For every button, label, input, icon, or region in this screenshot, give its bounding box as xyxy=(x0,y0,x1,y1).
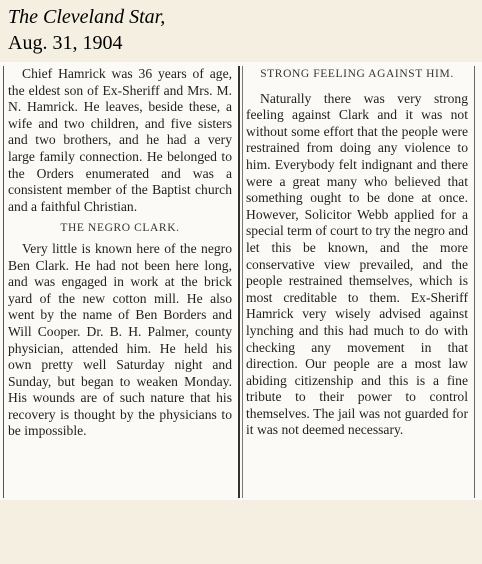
right-column xyxy=(246,66,468,439)
column-rule-left xyxy=(3,66,4,498)
publication-date: Aug. 31, 1904 xyxy=(8,32,123,54)
article-paragraph: Very little is known here of the negro Ben Clark. He had not been here long, and was engaged in work at the brick yard of the new cotton mill. He also went by the name of Ben Borders and Will Cooper. Dr. B. H. Palmer, county physician, attended him. He held his own pretty well Saturday night and Sunday, but began to weaken Monday. His wounds are of such nature that his recovery is thought by the physicians to be impossible. xyxy=(8,240,232,439)
left-column xyxy=(8,66,232,440)
clipping-caption xyxy=(8,4,165,56)
column-rule-right xyxy=(474,66,475,498)
section-subhead: THE NEGRO CLARK. xyxy=(60,222,180,235)
publication-name: The Cleveland Star, xyxy=(8,6,166,28)
column-rule-middle-inner xyxy=(242,66,243,498)
article-paragraph: Naturally there was very strong feeling against Clark and it was not without some effort that the people were restrained from doing any violence to him. Everybody felt indignant and there were a great many who believed that something ought to be done at once. However, Solicitor Webb applied for a special term of court to try the negro and let this be known, and the more conservative view prevailed, and the people restrained themselves, which is most creditable to them. Ex-Sheriff Hamrick very wisely advised against lynching and this had much to do with checking any movement in that direction. Our people are a most law abiding citizenship and this is a fine tribute to their power to control themselves. The jail was not guarded for it was not deemed necessary. xyxy=(246,90,468,438)
newspaper-clipping xyxy=(0,62,482,500)
section-subhead: STRONG FEELING AGAINST HIM. xyxy=(260,68,454,80)
article-paragraph: Chief Hamrick was 36 years of age, the eldest son of Ex-Sheriff and Mrs. M. N. Hamrick. He leaves, beside these, a wife and two children, and five sisters and two brothers, and he had a very large family connection. He belonged to the Orders enumerated and was a consistent member of the Baptist church and a faithful Christian. xyxy=(8,66,232,214)
column-rule-middle xyxy=(238,66,240,498)
